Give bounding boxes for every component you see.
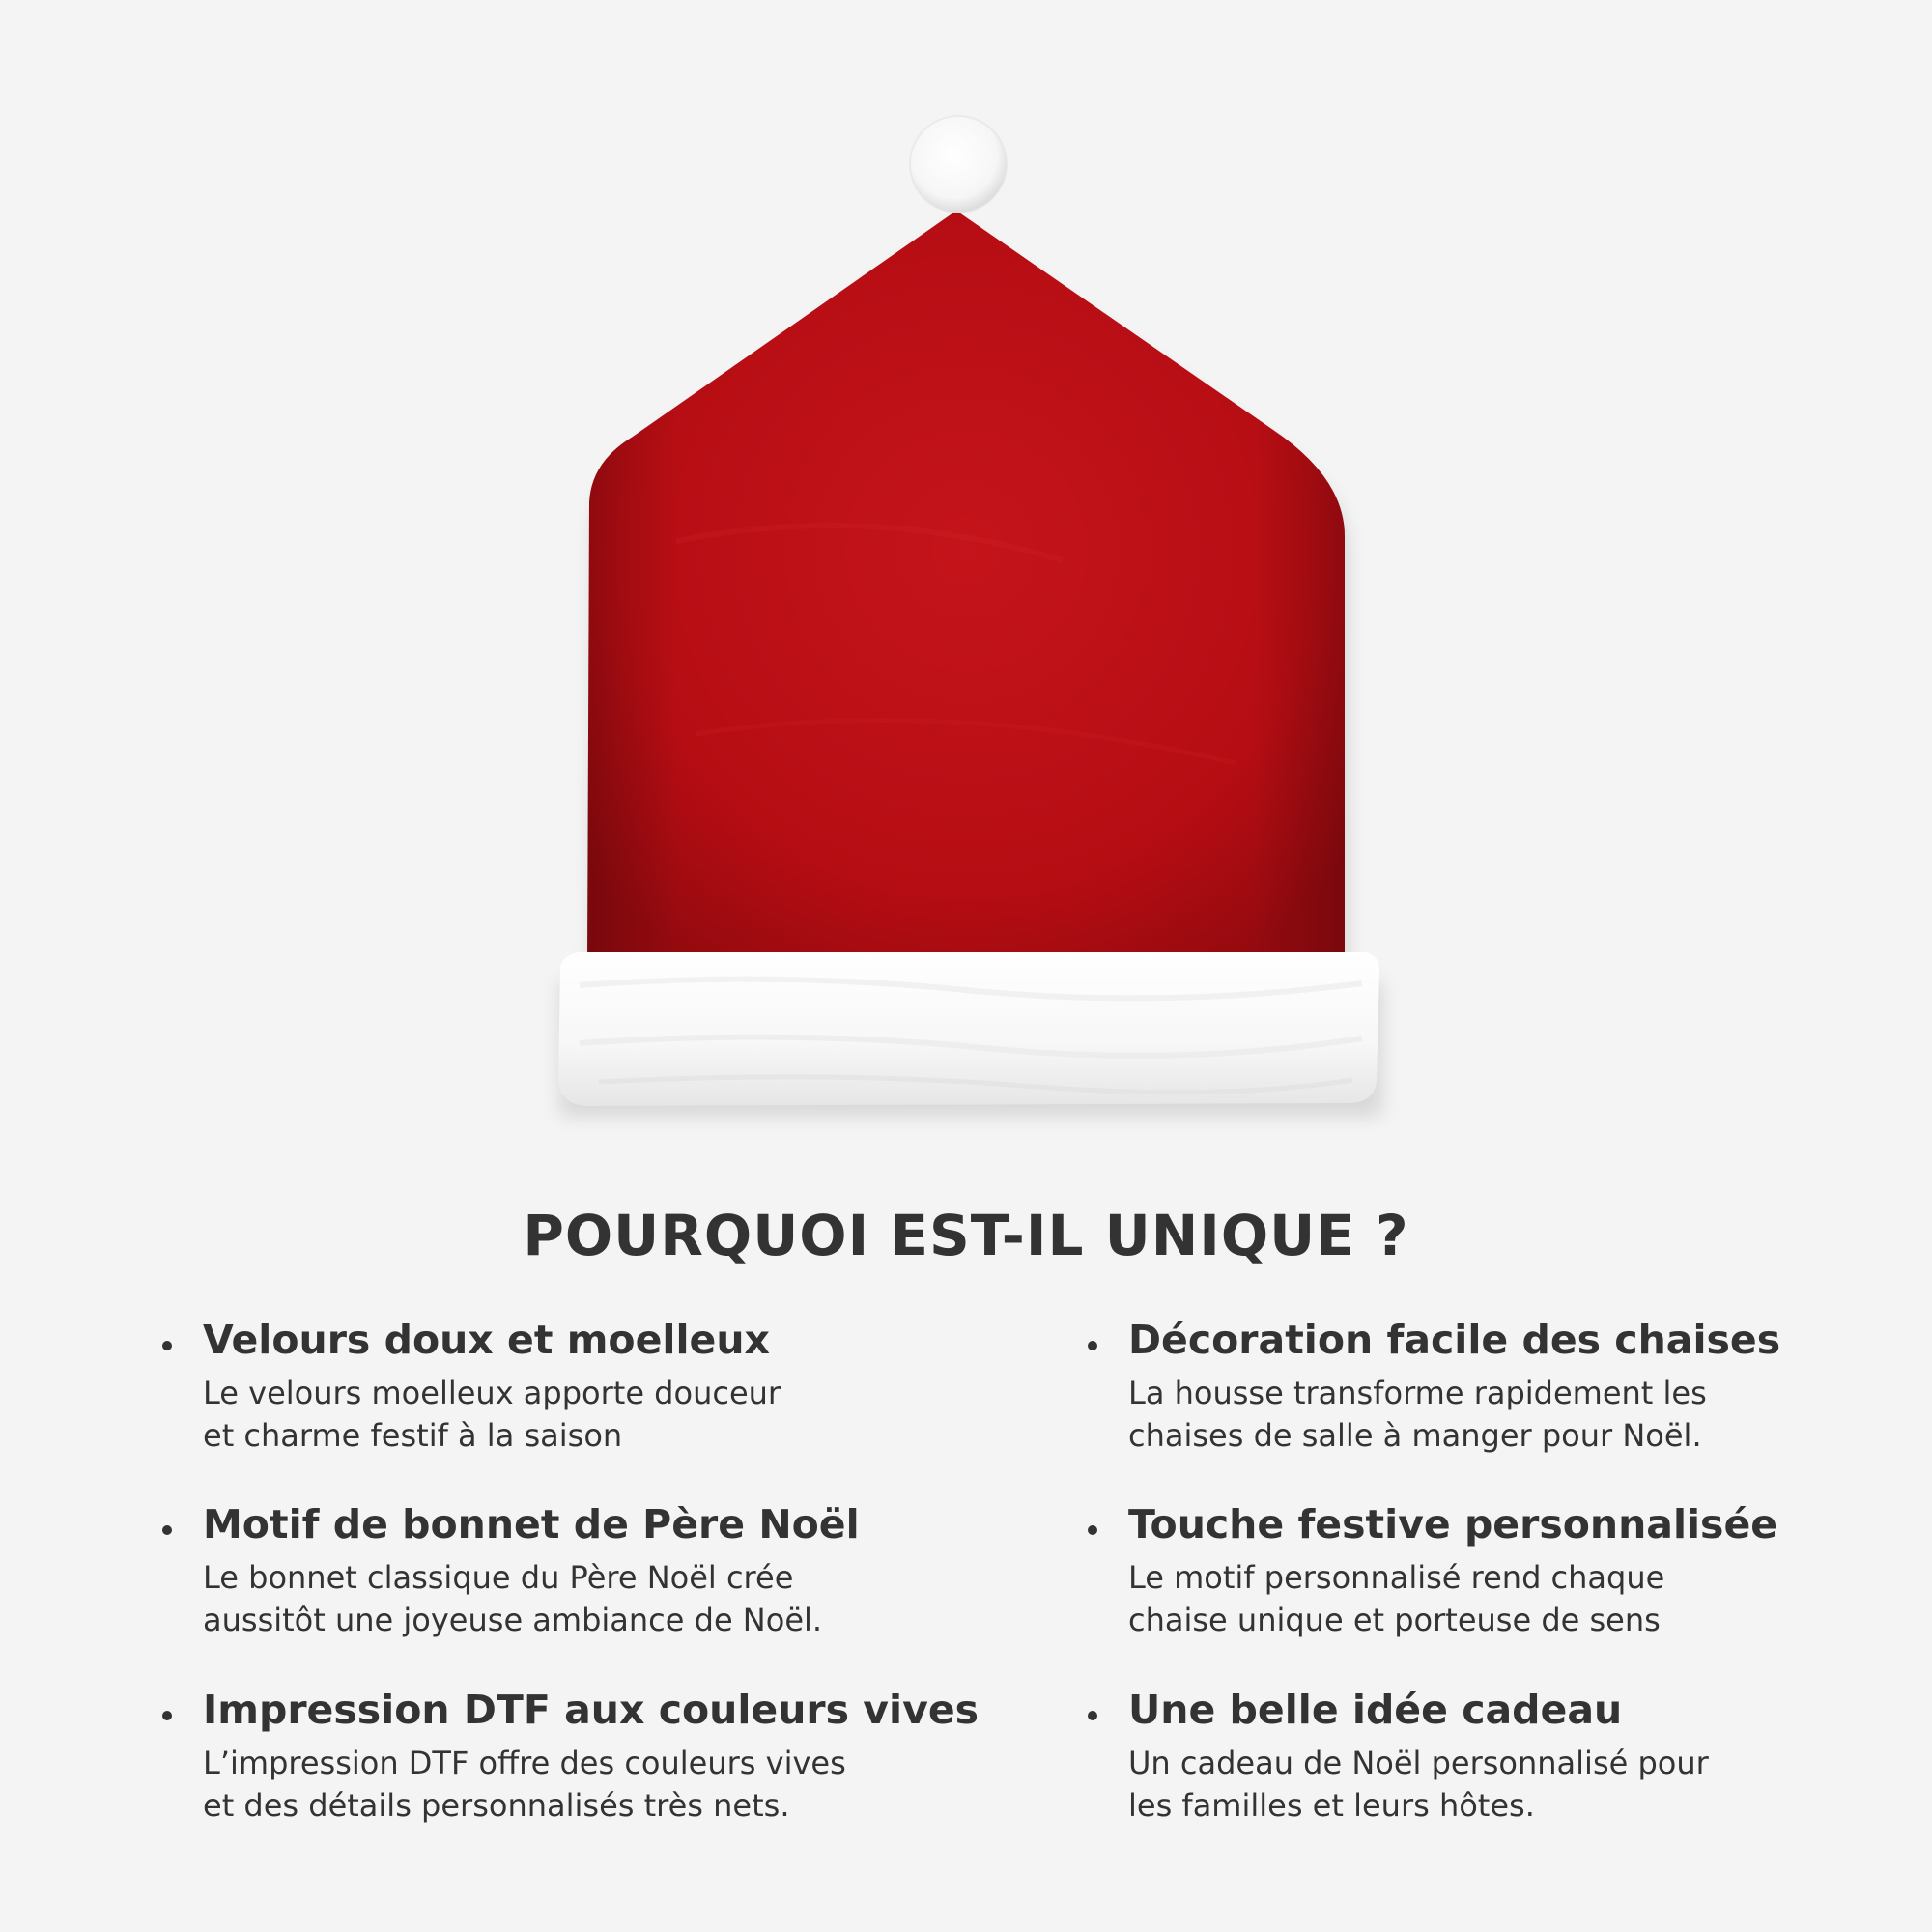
feature-title: Motif de bonnet de Père Noël [203, 1501, 860, 1548]
bullet-icon [162, 1525, 172, 1535]
feature-description-line: les familles et leurs hôtes. [1128, 1787, 1535, 1824]
feature-description [203, 1556, 937, 1641]
feature-item [1128, 1686, 1932, 1827]
feature-description-line: et charme festif à la saison [203, 1417, 623, 1454]
bullet-icon [1088, 1341, 1097, 1350]
section-heading: POURQUOI EST-IL UNIQUE ? [523, 1203, 1409, 1268]
feature-description-line: et des détails personnalisés très nets. [203, 1787, 790, 1824]
feature-description-line: aussitôt une joyeuse ambiance de Noël. [203, 1602, 823, 1638]
bullet-icon [162, 1711, 172, 1720]
feature-item [203, 1316, 1034, 1457]
feature-title: Impression DTF aux couleurs vives [203, 1687, 980, 1733]
feature-description-line: Le bonnet classique du Père Noël crée [203, 1559, 794, 1596]
bullet-icon [1088, 1711, 1097, 1720]
feature-item [1128, 1316, 1932, 1457]
feature-description-line: chaise unique et porteuse de sens [1128, 1602, 1661, 1638]
feature-item [203, 1686, 1034, 1827]
feature-description [1128, 1372, 1862, 1457]
feature-description [1128, 1556, 1862, 1641]
feature-title: Velours doux et moelleux [203, 1317, 770, 1363]
feature-description [1128, 1742, 1862, 1827]
feature-description-line: Le motif personnalisé rend chaque [1128, 1559, 1665, 1596]
feature-description-line: Un cadeau de Noël personnalisé pour [1128, 1745, 1709, 1781]
feature-description [203, 1372, 937, 1457]
feature-description-line: Le velours moelleux apporte douceur [203, 1375, 781, 1411]
feature-description-line: La housse transforme rapidement les [1128, 1375, 1707, 1411]
feature-description [203, 1742, 937, 1827]
feature-description-line: chaises de salle à manger pour Noël. [1128, 1417, 1702, 1454]
feature-title: Touche festive personnalisée [1128, 1501, 1778, 1548]
bullet-icon [1088, 1525, 1097, 1535]
feature-title: Décoration facile des chaises [1128, 1317, 1781, 1363]
bullet-icon [162, 1341, 172, 1350]
feature-item [1128, 1500, 1932, 1641]
feature-title: Une belle idée cadeau [1128, 1687, 1623, 1733]
feature-description-line: L’impression DTF offre des couleurs vives [203, 1745, 846, 1781]
feature-item [203, 1500, 1034, 1641]
